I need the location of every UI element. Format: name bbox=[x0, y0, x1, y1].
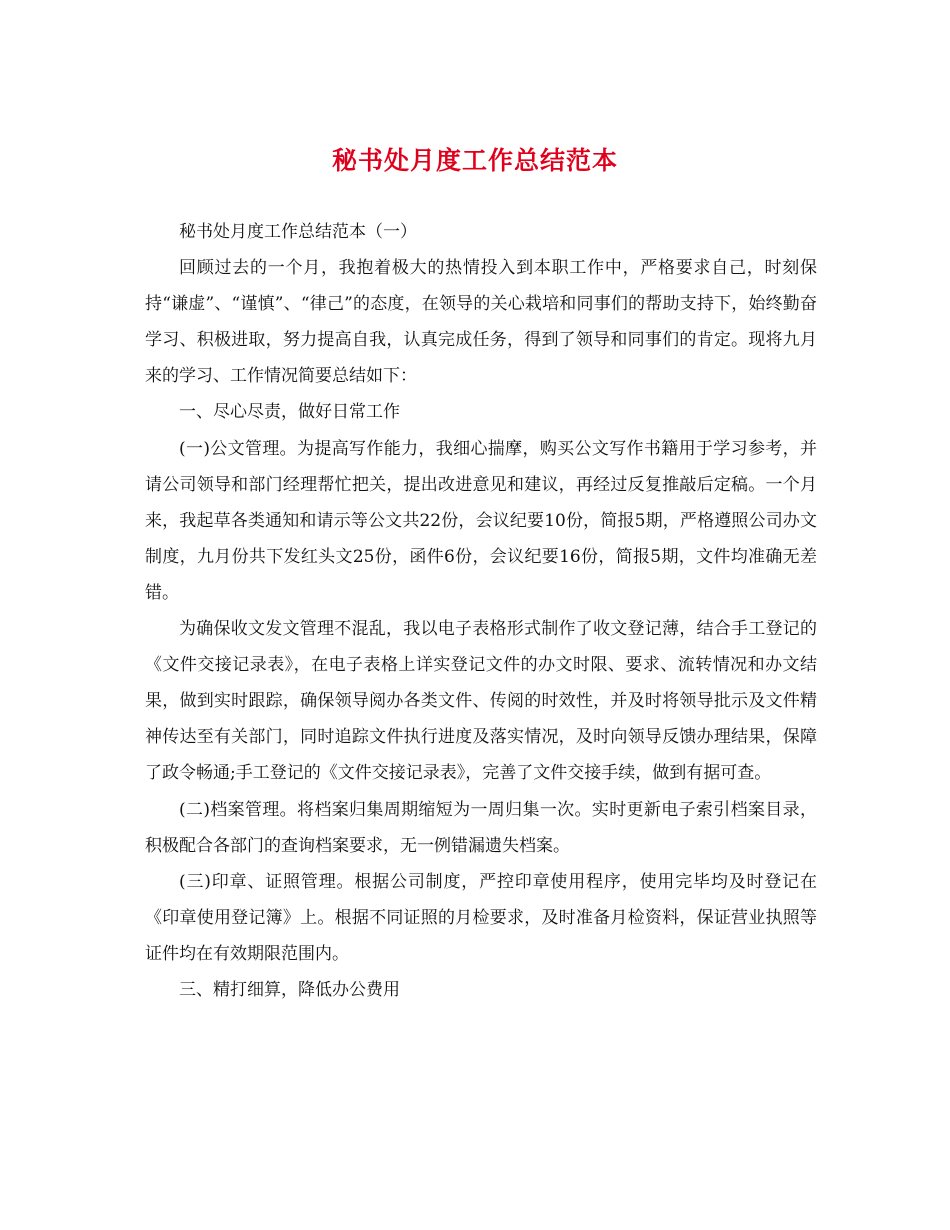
section-heading-cost: 三、精打细算，降低办公费用 bbox=[179, 979, 400, 1000]
document-body bbox=[145, 214, 817, 1008]
paragraph-intro: 回顾过去的一个月，我抱着极大的热情投入到本职工作中，严格要求自己，时刻保持“谦虚”、“谨慎”、“律己”的态度，在领导的关心栽培和同事们的帮助支持下，始终勤奋学习、积极进取，努力提高自我，认真完成任务，得到了领导和同事们的肯定。现将九月来的学习、工作情况简要总结如下： bbox=[145, 258, 817, 387]
section-heading-duties: 一、尽心尽责，做好日常工作 bbox=[179, 402, 400, 423]
paragraph-archive-management: (二)档案管理。将档案归集周期缩短为一周归集一次。实时更新电子索引档案目录，积极配合各部门的查询档案要求，无一例错漏遗失档案。 bbox=[145, 799, 817, 856]
document-title: 秘书处月度工作总结范本 bbox=[331, 146, 618, 175]
paragraph-seal-management: (三)印章、证照管理。根据公司制度，严控印章使用程序，使用完毕均及时登记在《印章使用登记簿》上。根据不同证照的月检要求，及时准备月检资料，保证营业执照等证件均在有效期限范围内。 bbox=[145, 871, 817, 964]
section-heading-1: 秘书处月度工作总结范本（一） bbox=[179, 222, 417, 242]
paragraph-document-tracking: 为确保收文发文管理不混乱，我以电子表格形式制作了收文登记薄，结合手工登记的《文件交接记录表》，在电子表格上详实登记文件的办文时限、要求、流转情况和办文结果，做到实时跟踪，确保领导阅办各类文件、传阅的时效性，并及时将领导批示及文件精神传达至有关部门，同时追踪文件执行进度及落实情况，及时向领导反馈办理结果，保障了政令畅通;手工登记的《文件交接记录表》，完善了文件交接手续，做到有据可查。 bbox=[145, 619, 817, 784]
paragraph-document-management: (一)公文管理。为提高写作能力，我细心揣摩，购买公文写作书籍用于学习参考，并请公司领导和部门经理帮忙把关，提出改进意见和建议，再经过反复推敲后定稿。一个月来，我起草各类通知和请示等公文共22份，会议纪要10份，简报5期，严格遵照公司办文制度，九月份共下发红头文25份，函件6份，会议纪要16份，简报5期，文件均准确无差错。 bbox=[145, 438, 817, 603]
